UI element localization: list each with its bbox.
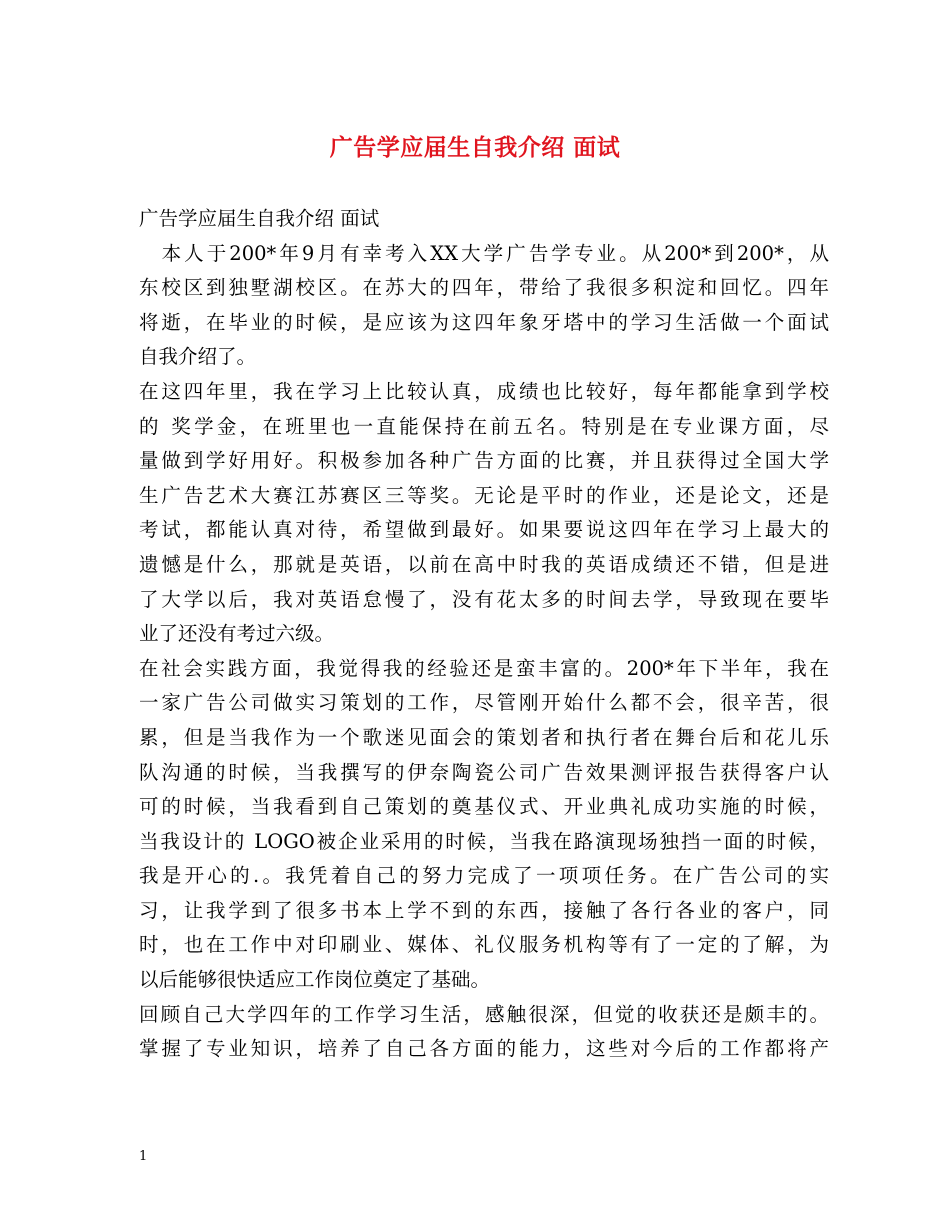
document-body [139,202,829,1067]
text-line: 将逝，在毕业的时候，是应该为这四年象牙塔中的学习生活做一个面试 [139,310,829,334]
text-line: 当我设计的 LOGO被企业采用的时候，当我在路演现场独挡一面的时候， [139,829,829,853]
text-line: 广告学应届生自我介绍 面试 [139,207,380,230]
text-line: 本人于200*年9月有幸考入XX大学广告学专业。从200*到200*，从 [139,241,829,265]
text-line: 业了还没有考过六级。 [139,622,335,646]
text-line: 东校区到独墅湖校区。在苏大的四年，带给了我很多积淀和回忆。四年 [139,276,829,300]
text-line: 量做到学好用好。积极参加各种广告方面的比赛，并且获得过全国大学 [139,449,829,473]
text-line: 时，也在工作中对印刷业、媒体、礼仪服务机构等有了一定的了解，为 [139,933,829,957]
text-line: 生广告艺术大赛江苏赛区三等奖。无论是平时的作业，还是论文，还是 [139,483,829,507]
text-line: 累，但是当我作为一个歌迷见面会的策划者和执行者在舞台后和花儿乐 [139,725,829,749]
text-line: 掌握了专业知识，培养了自己各方面的能力，这些对今后的工作都将产 [139,1037,829,1061]
text-line: 的 奖学金，在班里也一直能保持在前五名。特别是在专业课方面，尽 [139,414,829,438]
page-number: 1 [139,1149,148,1164]
text-line: 以后能够很快适应工作岗位奠定了基础。 [139,968,491,992]
text-line: 回顾自己大学四年的工作学习生活，感触很深，但觉的收获还是颇丰的。 [139,1002,829,1026]
text-line: 习，让我学到了很多书本上学不到的东西，接触了各行各业的客户，同 [139,898,829,922]
text-line: 考试，都能认真对待，希望做到最好。如果要说这四年在学习上最大的 [139,518,829,542]
text-line: 在这四年里，我在学习上比较认真，成绩也比较好，每年都能拿到学校 [139,379,829,403]
text-line: 在社会实践方面，我觉得我的经验还是蛮丰富的。200*年下半年，我在 [139,656,829,680]
text-line: 自我介绍了。 [139,345,257,369]
text-line: 可的时候，当我看到自己策划的奠基仪式、开业典礼成功实施的时候， [139,795,829,819]
text-line: 了大学以后，我对英语怠慢了，没有花太多的时间去学，导致现在要毕 [139,587,829,611]
document-title: 广告学应届生自我介绍 面试 [329,134,621,161]
text-line: 遗憾是什么，那就是英语，以前在高中时我的英语成绩还不错，但是进 [139,552,829,576]
text-line: 一家广告公司做实习策划的工作，尽管刚开始什么都不会，很辛苦，很 [139,691,829,715]
text-line: 队沟通的时候，当我撰写的伊奈陶瓷公司广告效果测评报告获得客户认 [139,760,829,784]
text-line: 我是开心的.。我凭着自己的努力完成了一项项任务。在广告公司的实 [139,864,829,888]
